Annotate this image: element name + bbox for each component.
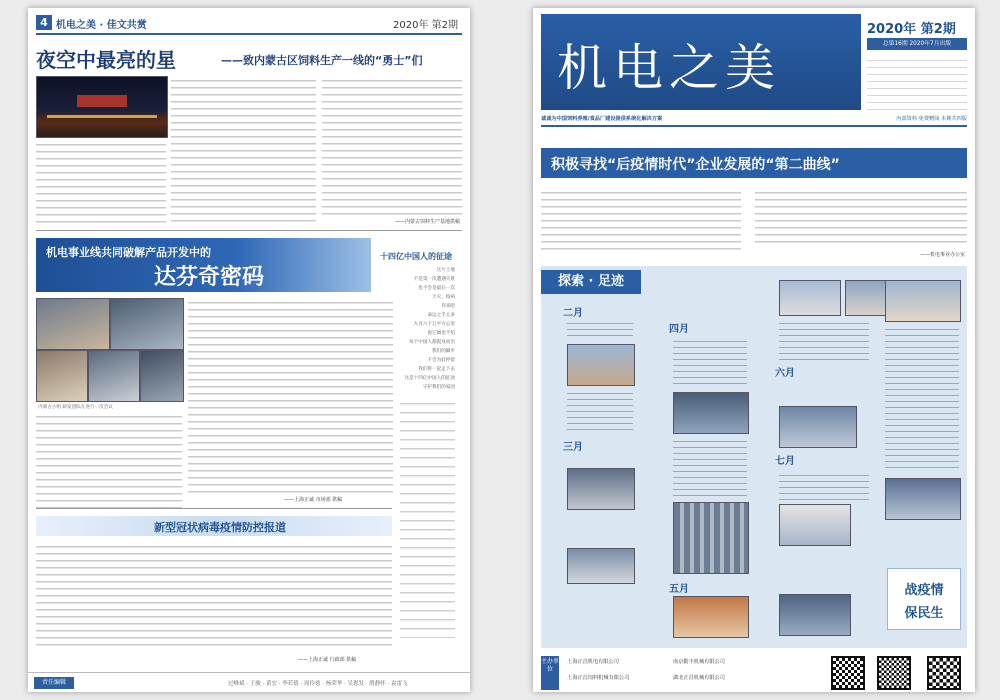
meeting-photo-2 [110, 298, 184, 350]
qr-code-2 [877, 656, 911, 690]
credit-2: ——上海正诚 市场部 供稿 [284, 497, 343, 503]
headline-text-a [541, 188, 741, 254]
month-label: 六月 [775, 368, 795, 379]
covid-title: 新型冠状病毒疫情防控报道 [154, 521, 286, 534]
poem-line: 我们将一起走下去 [418, 367, 455, 372]
poem-line: 九百六十万平方公里 [413, 322, 455, 327]
article-text-b [171, 76, 316, 224]
meeting-photo-1 [36, 298, 110, 350]
credit-3: ——上海正诚 行政部 供稿 [298, 657, 357, 663]
meeting-photo-5 [140, 350, 184, 402]
timeline-photo [885, 280, 961, 322]
stamp-line-2: 保民生 [904, 606, 944, 621]
poem-line: 守护我们的家园 [422, 385, 455, 390]
poem-line: 也不会是最后一次 [418, 286, 455, 291]
timeline-text [779, 472, 869, 500]
article-text-a [36, 140, 166, 224]
feature-title-top: 机电事业线共同破解产品开发中的 [46, 246, 211, 259]
masthead-block [541, 14, 861, 110]
timeline-text [673, 338, 747, 388]
covid-banner [36, 516, 392, 536]
article-text-c [322, 76, 462, 216]
page-number-badge: 4 [36, 15, 52, 30]
poem-line: 每个中国人都挺身而出 [409, 340, 455, 345]
qr-code-3 [927, 656, 961, 690]
footer-label: 责任编辑 [34, 677, 74, 689]
timeline-text [567, 390, 633, 434]
footer-company: 南京勤丰机械有限公司 [673, 659, 725, 665]
night-factory-photo [36, 76, 168, 138]
photo-caption: 内蒙古小组 研发团队在进行一次会议 [38, 405, 113, 410]
timeline-text [673, 438, 747, 498]
poem-line: 命运之手太多 [427, 313, 455, 318]
timeline-photo [779, 594, 851, 636]
timeline-photo [885, 478, 961, 520]
meeting-photo-4 [88, 350, 140, 402]
month-label: 四月 [669, 324, 689, 335]
footer-company: 湖北正昌机械有限公司 [673, 675, 725, 681]
right-page [533, 8, 975, 692]
stamp-line-1: 战疫情 [904, 583, 944, 598]
footer-rule [28, 672, 470, 673]
footer-company: 上海正昌机电有限公司 [567, 659, 619, 665]
divider-2 [36, 508, 392, 509]
timeline-photo [567, 468, 635, 510]
poem-line: 这是十四亿中国人的征途 [404, 376, 455, 381]
masthead-meta: 总第16期 2020年7月出版 [867, 38, 967, 50]
poem-fill [400, 398, 455, 638]
poem-line: 我们的脚步 [432, 349, 455, 354]
feature-text-a [36, 412, 182, 508]
headline-credit: ——机电事业办公室 [919, 252, 965, 258]
footer-names: 过峰斌 · 王骏 · 黄宏 · 李若僖 · 周伶慈 · 杨荣华 · 吴恩发 · 殷静怀 · 袁雷飞 [228, 681, 408, 687]
issue-label: 2020年 第2期 [393, 20, 458, 31]
month-label: 三月 [563, 442, 583, 453]
timeline-photo [779, 406, 857, 448]
poem-line: 不会为此停留 [427, 358, 455, 363]
headline-banner [541, 148, 967, 178]
timeline-title-tab: 探索 · 足迹 [541, 270, 641, 294]
poem-title: 十四亿中国人的征途 [380, 252, 452, 261]
feature-banner [36, 238, 371, 292]
timeline-text [567, 320, 633, 340]
masthead-right-note: 内部资料 免费赠阅 本期共四版 [896, 116, 967, 122]
month-label: 七月 [775, 456, 795, 467]
poem-line: 再辽阔也不怕 [427, 331, 455, 336]
section-label: 机电之美 · 佳文共赏 [56, 20, 147, 31]
meeting-photo-3 [36, 350, 88, 402]
masthead-issue: 2020年 第2期 [867, 22, 956, 37]
header-rule [36, 33, 462, 35]
feature-title-big: 达芬奇密码 [154, 264, 265, 290]
timeline-text [885, 326, 959, 472]
timeline-photo [673, 502, 749, 574]
masthead-title: 机电之美 [557, 39, 781, 97]
fight-epidemic-stamp [887, 568, 961, 630]
credit-1: ——内蒙古饲料生产基地供稿 [394, 219, 460, 225]
headline: 夜空中最亮的星 [36, 48, 176, 72]
divider-1 [36, 230, 462, 231]
poem-line: 你来吧 [441, 304, 455, 309]
poem-line: 天灾、疫病 [432, 295, 455, 300]
timeline-photo [673, 392, 749, 434]
covid-text [36, 542, 392, 650]
timeline-text [779, 320, 869, 360]
masthead-info-block [867, 56, 967, 110]
timeline-photo [567, 344, 635, 386]
poem-line: 不是第一次遭遇灾难 [413, 277, 455, 282]
headline-text-b [755, 188, 967, 248]
footer-company: 上海正昌饲料机械有限公司 [567, 675, 630, 681]
headline: 积极寻找“后疫情时代”企业发展的“第二曲线” [551, 157, 840, 173]
month-label: 二月 [563, 308, 583, 319]
masthead-rule [541, 125, 967, 127]
poem-lines [400, 266, 455, 392]
masthead-tagline: 诚诚为中国饲料养殖/食品厂建设提供系统化解决方案 [541, 116, 663, 122]
footer-label: 主办单位 [541, 656, 559, 690]
timeline-photo [779, 504, 851, 546]
qr-code-1 [831, 656, 865, 690]
timeline-photo [779, 280, 841, 316]
timeline-photo [673, 596, 749, 638]
headline-subtitle: ——致内蒙古区饲料生产一线的“勇士”们 [221, 54, 423, 67]
month-label: 五月 [669, 584, 689, 595]
feature-text-b [188, 298, 393, 494]
poem-line: 这片土地 [436, 268, 455, 273]
timeline-photo [567, 548, 635, 584]
left-page [28, 8, 470, 692]
